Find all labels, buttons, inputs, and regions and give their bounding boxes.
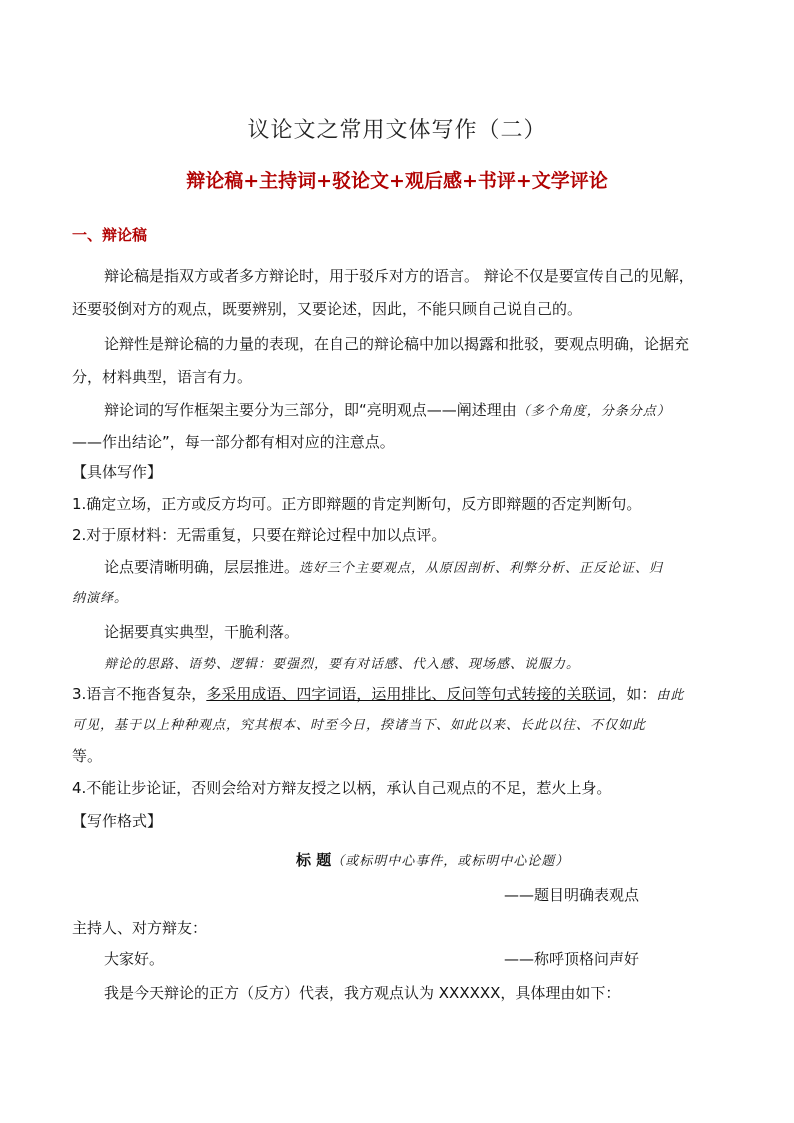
paragraph-text: 3.语言不拖沓复杂， [72, 685, 207, 703]
paragraph-note: （多个角度，分条分点） [516, 404, 671, 419]
bracket-heading: 【具体写作】 [72, 463, 163, 481]
paragraph-text: ，如： [611, 685, 657, 703]
paragraph-line: 大家好。 [104, 950, 165, 968]
paragraph-line: 主持人、对方辩友： [72, 919, 208, 937]
paragraph-line: 还要驳倒对方的观点，既要辨别，又要论述，因此，不能只顾自己说自己的。 [72, 300, 583, 318]
paragraph-text: 辩论词的写作框架主要分为三部分，即“亮明观点——阐述理由 [104, 401, 517, 419]
format-title: 标 题 [296, 851, 332, 869]
format-title-note: （或标明中心事件，或标明中心论题） [331, 854, 570, 869]
paragraph-line [104, 556, 764, 580]
format-title-line [296, 849, 569, 870]
paragraph-note: 由此 [656, 688, 685, 703]
list-item: 2.对于原材料：无需重复，只要在辩论过程中加以点评。 [72, 526, 447, 544]
underlined-text: 多采用成语、四字词语，运用排比、反问等句式转接的关联词 [206, 685, 612, 703]
format-note: ——题目明确表观点 [504, 886, 640, 904]
paragraph-note: 可见，基于以上种种观点，究其根本、时至今日，揆诸当下、如此以来、长此以往、不仅如此 [72, 718, 647, 733]
paragraph-line [104, 399, 764, 423]
list-item: 4.不能让步论证，否则会给对方辩友授之以柄，承认自己观点的不足，惹火上身。 [72, 779, 612, 797]
paragraph-note: 选好三个主要观点，从原因剖析、利弊分析、正反论证、归 [299, 561, 664, 576]
format-note: ——称呼顶格问声好 [504, 950, 640, 968]
list-item: 1.确定立场，正方或反方均可。正方即辩题的肯定判断句，反方即辩题的否定判断句。 [72, 495, 642, 513]
paragraph-line: 论辩性是辩论稿的力量的表现，在自己的辩论稿中加以揭露和批驳，要观点明确，论据充 [104, 335, 690, 353]
page-title: 议论文之常用文体写作（二） [247, 118, 547, 143]
list-item [72, 683, 732, 707]
page-subtitle: 辩论稿+主持词+驳论文+观后感+书评+文学评论 [186, 170, 608, 192]
paragraph-line: ——作出结论”，每一部分都有相对应的注意点。 [72, 433, 395, 451]
paragraph-line: 论据要真实典型，干脆利落。 [104, 623, 300, 641]
paragraph-note: 辩论的思路、语势、逻辑：要强烈，要有对话感、代入感、现场感、说服力。 [104, 657, 581, 672]
paragraph-note: 纳演绎。 [72, 591, 129, 606]
paragraph-line: 辩论稿是指双方或者多方辩论时，用于驳斥对方的语言。 辩论不仅是要宣传自己的见解， [104, 267, 694, 285]
paragraph-line: 分，材料典型，语言有力。 [72, 368, 253, 386]
paragraph-line: 等。 [72, 747, 103, 765]
paragraph-text: 论点要清晰明确，层层推进。 [104, 558, 300, 576]
section-heading: 一、辩论稿 [72, 226, 148, 244]
paragraph-line: 我是今天辩论的正方（反方）代表，我方观点认为 XXXXXX，具体理由如下： [104, 984, 621, 1002]
bracket-heading: 【写作格式】 [72, 812, 163, 830]
